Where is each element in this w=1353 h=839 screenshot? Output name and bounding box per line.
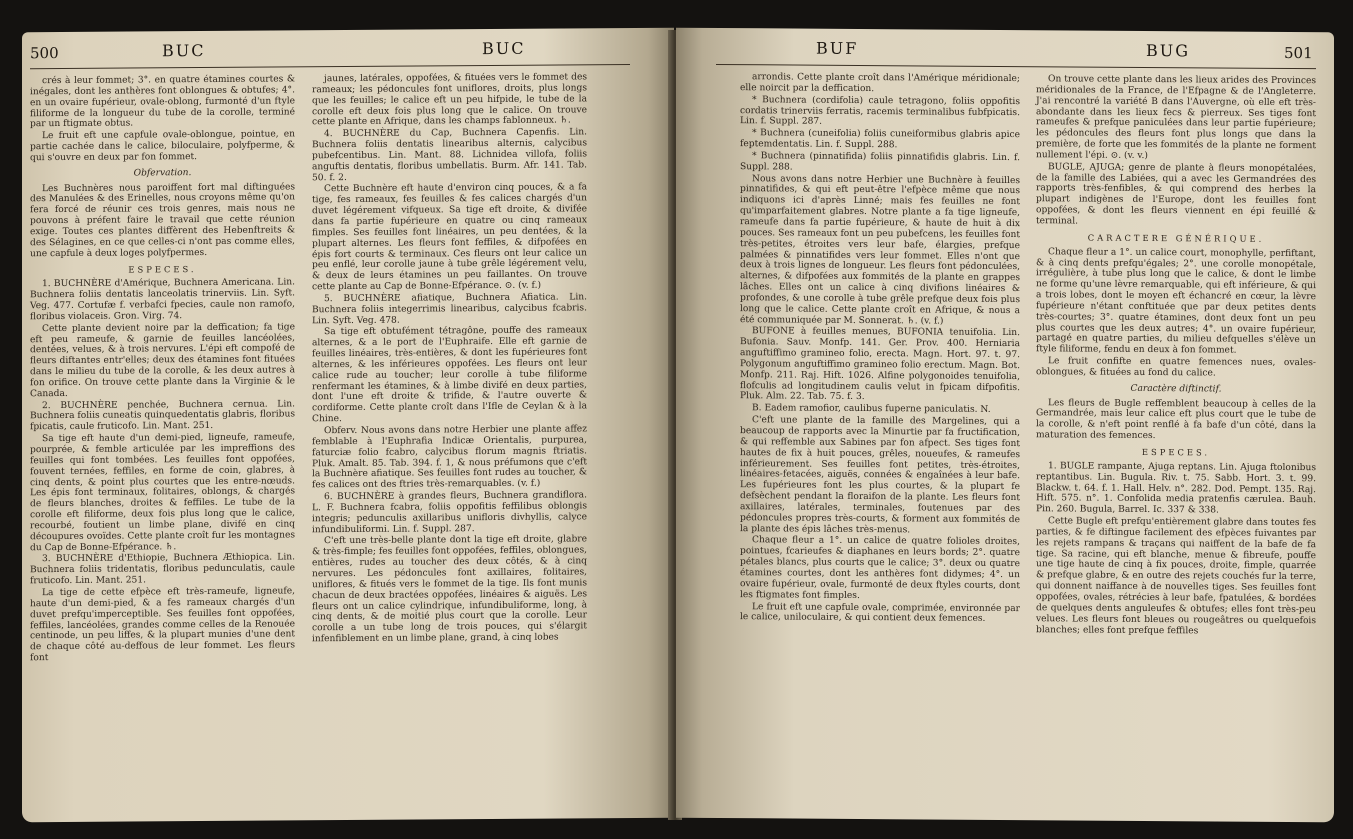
right-column-2: [1036, 74, 1316, 638]
right-running-head-2: BUG: [1146, 40, 1191, 61]
paragraph: Caractère diftinctif.: [1130, 383, 1222, 395]
paragraph: C'eft une plante de la famille des Margelines, qui a beaucoup de rapports avec la Minurtie par fa fructification, & qui reffemble aux Sabines par fon afpect. Ses tiges font hautes de fix à huit pouces, grêles, noueufes, & rameufes inférieurement. Ses feuilles font petites, très-étroites, linéaires-fetacées, aiguës, connées & engaînées à leur bafe. Les fupérieures font les plus courtes, & la plupart fe defsèchent pendant la floraifon de la plante. Les fleurs font axillaires, latérales, terminales, foutenues par des pédoncules propres très-courts, & forment aux fommités de la plante des épis lâches très-menus.: [740, 415, 1020, 535]
paragraph: * Buchnera (cordifolia) caule tetragono, foliis oppofitis cordatis trinerviis ferratis, racemis terminalibus fubfpicatis. Lin. f. Suppl. 287.: [740, 94, 1020, 128]
paragraph: Obfervation.: [133, 167, 192, 179]
paragraph: Chaque fleur a 1°. un calice court, monophylle, perfiftant, & à cinq dents prefqu'égales; 2°. une corolle monopétale, irrégulière, à tube plus long que le calice, & dont le limbe ne forme qu'une lèvre remarquable, qui eft inférieure, & qui a trois lobes, dont le moyen eft échancré en cœur, la lèvre fupérieure n'étant conftituée que par deux petites dents très-courtes; 3°. quatre étamines, dont deux font un peu plus courtes que les deux autres; 4°. un ovaire fupérieur, partagé en quatre parties, du milieu defquelles s'élève un ftyle filiforme, fendu en deux à fon fommet.: [1036, 246, 1316, 356]
paragraph: crés à leur fommet; 3°. en quatre étamines courtes & inégales, dont les anthères font oblongues & obtufes; 4°. en un ovaire fupérieur, ovale-oblong, furmonté d'un ftyle filiforme de la longueur du tube de la corolle, terminé par un ftigmate obtus.: [30, 74, 295, 130]
paragraph: ESPECES.: [128, 263, 197, 275]
left-page: [22, 28, 674, 823]
paragraph: 1. BUGLE rampante, Ajuga reptans. Lin. Ajuga ftolonibus reptantibus. Lin. Bugula. Riv. t. 75. Sabb. Hort. 3. t. 99. Blackw. t. 64. f. 1. Hall. Helv. n°. 282. Dod. Pempt. 135. Raj. Hift. 575. n°. 1. Confolida media pratenfis cærulea. Bauh. Pin. 260. Bugula, Barrel. Ic. 337 & 338.: [1036, 461, 1316, 516]
paragraph: La tige de cette efpèce eft très-rameufe, ligneufe, haute d'un demi-pied, & a fes rameaux chargés d'un duvet prefqu'imperceptible. Ses feuilles font oppofées, feffiles, lancéolées, grandes comme celles de la Renouée centinode, un peu liffes, & la plupart munies d'une dent de chaque côté au-deffous de leur fommet. Les fleurs font: [30, 586, 295, 664]
left-page-number: 500: [30, 44, 59, 63]
paragraph: 3. BUCHNÈRE d'Ethiopie, Buchnera Æthiopica. Lin. Buchnera foliis tridentatis, floribus pedunculatis, caule fruticofo. Lin. Mant. 251.: [30, 552, 295, 587]
paragraph: Obferv. Nous avons dans notre Herbier une plante affez femblable à l'Euphrafia Indicæ Orientalis, purpurea, faturciæ folio fcabro, calycibus florum magnis ftriatis. Pluk. Amalt. 85. Tab. 394. f. 1, & nous préfumons que c'eft la Buchnère afiatique. Ses feuilles font rudes au toucher, & fes calices ont des ftries très-remarquables. (v. f.): [312, 424, 587, 491]
right-head-rule: [716, 64, 1316, 69]
paragraph: 2. BUCHNÈRE penchée, Buchnera cernua. Lin. Buchnera foliis cuneatis quinquedentatis glabris, floribus fpicatis, caule fruticofo. Lin. Mant. 251.: [30, 398, 295, 433]
paragraph: ESPECES.: [1141, 446, 1211, 458]
right-column-1: [740, 72, 1020, 626]
left-running-head-2: BUC: [482, 38, 526, 59]
paragraph: Nous avons dans notre Herbier une Buchnère à feuilles pinnatifides, & qui eft peut-être l'efpèce même que nous indiquons ici d'après Linné; mais fes feuilles ne font qu'imparfaitement glabres. Notre plante a fa tige ligneufe, rameufe dans fa partie fupérieure, & haute de huit à dix pouces. Ses rameaux font un peu pubefcens, les feuilles font très-petites, étroites vers leur bafe, élargies, prefque palmées & pinnatifides vers leur fommet. Elles n'ont que deux à trois lignes de longueur. Les fleurs font pédonculées, alternes, & difpofées aux fommités de la plante en grappes lâches. Elles ont un calice à cinq divifions linéaires & profondes, & une corolle à tube grêle prefque deux fois plus long que le calice. Cette plante croît en Afrique, & nous a été communiquée par M. Sonnerat. ♄. (v. f.): [740, 173, 1020, 327]
paragraph: 1. BUCHNÈRE d'Amérique, Buchnera Americana. Lin. Buchnera foliis dentatis lanceolatis trinerviis. Lin. Syft. Veg. 477. Cortufæ f. verbafci fpecies, caule non ramofo, floribus violaceis. Gron. Virg. 74.: [30, 277, 295, 323]
paragraph: Les fleurs de Bugle reffemblent beaucoup à celles de la Germandrée, mais leur calice eft plus court que le tube de la corolle, & n'eft point renflé à fa bafe d'un côté, dans la maturation des femences.: [1036, 397, 1316, 442]
paragraph: Sa tige eft obtufément tétragône, pouffe des rameaux alternes, & a le port de l'Euphraife. Elle eft garnie de feuilles linéaires, très-entières, & dont les fupérieures font alternes, & les inférieures oppofées. Les fleurs ont leur calice rude au toucher; leur corolle à tube filiforme renfermant les étamines, & à limbe divifé en deux parties, dont l'une eft droite & trifide, & l'autre ouverte & cordiforme. Cette plante croît dans l'Ifle de Ceylan & à la Chine.: [312, 325, 587, 425]
paragraph: C'eft une très-belle plante dont la tige eft droite, glabre & très-fimple; fes feuilles font oppofées, feffiles, oblongues, entières, rudes au toucher des deux côtés, & à cinq nervures. Les pédoncules font axillaires, folitaires, uniflores, & fitués vers le fommet de la tige. Ils font munis chacun de deux bractées oppofées, linéaires & aiguës. Les fleurs ont un calice cylindrique, infundibuliforme, long, à cinq dents, & de moitié plus court que la corolle. Leur corolle a un tube long de trois pouces, qui s'élargit infenfiblement en un limbe plane, grand, à cinq lobes: [312, 534, 587, 645]
paragraph: BUGLE, AJUGA; genre de plante à fleurs monopétalées, de la famille des Labiées, qui a avec les Germandrées des rapports très-fenfibles, & qui comprend des herbes la plupart indigènes de l'Europe, dont les feuilles font oppofées, & dont les fleurs viennent en épi feuillé & terminal.: [1036, 162, 1316, 227]
paragraph: 5. BUCHNÈRE afiatique, Buchnera Afiatica. Lin. Buchnera foliis integerrimis linearibus, calycibus fcabris. Lin. Syft. Veg. 478.: [312, 292, 587, 326]
paragraph: Cette Bugle eft prefqu'entièrement glabre dans toutes fes parties, & fe diftingue facilement des efpèces fuivantes par les rejets rampans & traçans qui naiffent de la bafe de fa tige. Sa racine, qui eft blanche, menue & fibreufe, pouffe une tige haute de cinq à fix pouces, droite, fimple, quarrée & prefque glabre, & en outre des rejets couchés fur la terre, qui donnent naiffance à de nouvelles tiges. Ses feuilles font oppofées, ovales, rétrécies à leur bafe, fpatulées, & bordées de quelques dents anguleufes & obtufes; elles font très-peu velues. Les fleurs font bleues ou rougeâtres ou quelquefois blanches; elles font prefque feffiles: [1036, 516, 1316, 636]
paragraph: 4. BUCHNÈRE du Cap, Buchnera Capenfis. Lin. Buchnera foliis dentatis linearibus alternis, calycibus pubefcentibus. Lin. Mant. 88. Lichnidea villofa, foliis anguftis dentatis, floribus umbellatis. Burm. Afr. 141. Tab. 50. f. 2.: [312, 127, 587, 183]
paragraph: Le fruit eft une capfule ovale, comprimée, environnée par le calice, uniloculaire, & qui contient deux femences.: [740, 601, 1020, 625]
right-page-number: 501: [1284, 43, 1313, 63]
left-column-1: [30, 74, 295, 665]
paragraph: Cette Buchnère eft haute d'environ cinq pouces, & a fa tige, fes rameaux, fes feuilles & fes calices chargés d'un duvet légérement vifqueux. Sa tige eft droite, & divifée dans fa partie fupérieure en quatre ou cinq rameaux fimples. Ses feuilles font linéaires, un peu dentées, & la plupart alternes. Les fleurs font feffiles, & difpofées en épis fort courts & terminaux. Ces fleurs ont leur calice un peu enflé, leur corolle jaune à tube grêle légérement velu, & deux de leurs étamines un peu faillantes. On trouve cette plante au Cap de Bonne-Efpérance. ⊙. (v. f.): [312, 182, 587, 293]
paragraph: On trouve cette plante dans les lieux arides des Provinces méridionales de la France, de l'Efpagne & de l'Angleterre. J'ai rencontré la variété B dans l'Auvergne, où elle eft très-abondante dans les lieux fecs & pierreux. Ses tiges font rameufes & prefque paniculées dans leur partie fupérieure; les pédoncules des fleurs font plus longs que dans la première, de forte que les fommités de la plante ne forment nullement l'épi. ⊙. (v. v.): [1036, 74, 1316, 161]
paragraph: CARACTERE GÉNÉRIQUE.: [1087, 232, 1265, 244]
left-running-head: BUC: [162, 40, 206, 61]
paragraph: Chaque fleur a 1°. un calice de quatre folioles droites, pointues, fcarieufes & diaphanes en leurs bords; 2°. quatre pétales blancs, plus courts que le calice; 3°. deux ou quatre étamines courtes, dont les anthères font didymes; 4°. un ovaire fupérieur, ovale, furmonté de deux ftyles courts, dont les ftigmates font fimples.: [740, 535, 1020, 601]
paragraph: Les Buchnères nous paroiffent fort mal diftinguées des Manulées & des Erinelles, nous croyons même qu'on fera forcé de réunir ces trois genres, mais nous ne pouvons à préfent faire le travail que cette réunion exige. Toutes ces plantes diffèrent des Hebenftreits & des Sélagines, en ce que celles-ci n'ont pas comme elles, une capfule à deux loges polyfpermes.: [30, 181, 295, 259]
right-page: [676, 28, 1334, 823]
paragraph: Le fruit confifte en quatre femences nues, ovales-oblongues, & fituées au fond du calice.: [1036, 356, 1316, 379]
paragraph: Le fruit eft une capfule ovale-oblongue, pointue, en partie cachée dans le calice, biloculaire, polyfperme, & qui s'ouvre en deux par fon fommet.: [30, 129, 295, 164]
left-column-2: [312, 72, 587, 646]
paragraph: Sa tige eft haute d'un demi-pied, ligneufe, rameufe, pourprée, & femble articulée par les impreffions des feuilles qui font tombées. Les feuilles font oppofées, fouvent ternées, feffiles, en forme de coin, glabres, à cinq dents, & point plus courtes que les entre-nœuds. Les épis font terminaux, folitaires, oblongs, & chargés de fleurs blanches, droites & feffiles. Le tube de la corolle eft filiforme, deux fois plus long que le calice, recourbé, foutient un limbe plane, divifé en cinq découpures ovoïdes. Cette plante croît fur les montagnes du Cap de Bonne-Efpérance. ♄.: [30, 432, 295, 553]
paragraph: BUFONE à feuilles menues, BUFONIA tenuifolia. Lin. Bufonia. Sauv. Monfp. 141. Ger. Prov. 400. Herniaria anguftiffimo gramineo folio, erecta. Magn. Hort. 97. t. 97. Polygonum anguftiffimo gramineo folio erectum. Magn. Bot. Monfp. 211. Raj. Hift. 1026. Alfine polygonoides tenuifolia, flofculis ad longitudinem caulis velut in fpicam difpofitis. Pluk. Alm. 22. Tab. 75. f. 3.: [740, 326, 1020, 403]
paragraph: jaunes, latérales, oppofées, & fituées vers le fommet des rameaux; les pédoncules font uniflores, droits, plus longs que les feuilles; le calice eft un peu hifpide, le tube de la corolle eft deux fois plus long que le calice. On trouve cette plante en Afrique, dans les champs fablonneux. ♄.: [312, 72, 587, 128]
paragraph: * Buchnera (cuneifolia) foliis cuneiformibus glabris apice feptemdentatis. Lin. f. Suppl. 288.: [740, 128, 1020, 151]
paragraph: 6. BUCHNÈRE à grandes fleurs, Buchnera grandiflora. L. F. Buchnera fcabra, foliis oppofitis feffilibus oblongis integris; pedunculis axillaribus unifloris divhyllis, calyce infundibuliformi. Lin. f. Suppl. 287.: [312, 490, 587, 535]
right-running-head: BUF: [816, 38, 859, 58]
left-head-rule: [30, 64, 630, 69]
paragraph: Cette plante devient noire par la deffication; fa tige eft peu rameufe, & garnie de feuilles lancéolées, dentées, velues, & à trois nervures. L'épi eft compofé de fleurs diftantes entr'elles; deux des étamines font fituées dans le milieu du tube de la corolle, & les deux autres à fon orifice. On trouve cette plante dans la Virginie & le Canada.: [30, 322, 295, 400]
paragraph: arrondis. Cette plante croît dans l'Amérique méridionale; elle noircit par la deffication.: [740, 72, 1020, 94]
paragraph: B. Eadem ramofior, caulibus fuperne paniculatis. N.: [752, 403, 991, 416]
paragraph: * Buchnera (pinnatifida) foliis pinnatifidis glabris. Lin. f. Suppl. 288.: [740, 151, 1020, 173]
